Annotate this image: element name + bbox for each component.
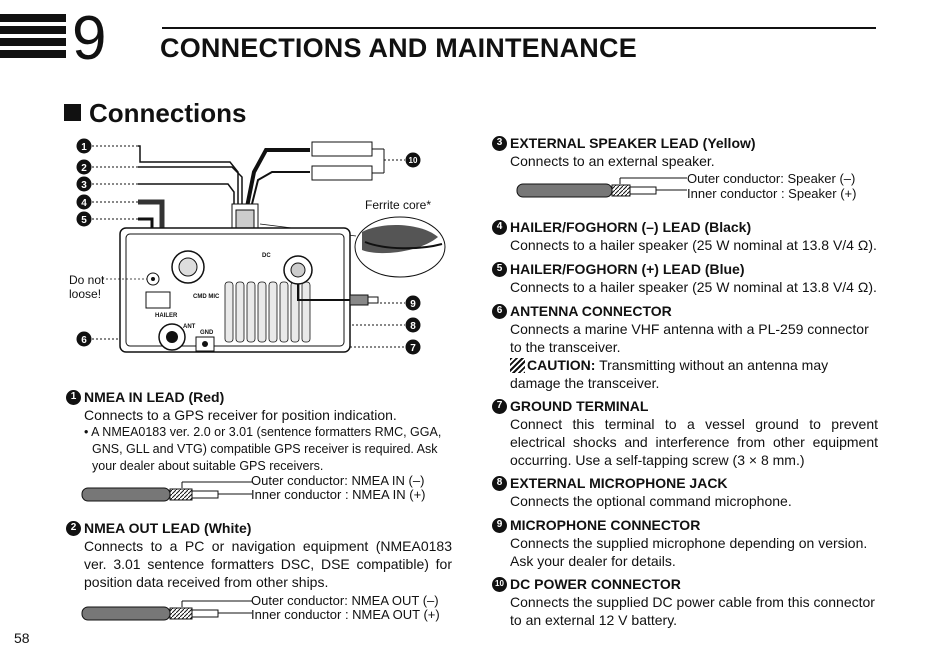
hailer-label: HAILER [155,313,178,319]
do-not-loose-label: Do not loose! [69,273,105,301]
item-title: EXTERNAL MICROPHONE JACK [510,475,728,491]
item-number: 7 [492,399,507,414]
item-number: 5 [492,262,507,277]
item-text: Connects the supplied DC power cable from this connector to an external 12 V battery. [510,594,875,628]
item-title: HAILER/FOGHORN (+) LEAD (Blue) [510,261,745,277]
header-rule [162,27,876,29]
item-number: 6 [492,304,507,319]
item-title: MICROPHONE CONNECTOR [510,517,701,533]
gnd-label: GND [200,330,214,336]
nmea-out-inner-label: Inner conductor : NMEA OUT (+) [251,607,440,622]
item-text: Connects to a GPS receiver for position indication. [84,407,397,423]
ant-label: ANT [183,324,196,330]
svg-text:7: 7 [410,343,416,354]
nmea-in-inner-label: Inner conductor : NMEA IN (+) [251,487,426,502]
item-number: 9 [492,518,507,533]
rear-panel-diagram [60,132,460,382]
item-text: Connects to a hailer speaker (25 W nominal at 13.8 V/4 Ω). [510,279,877,295]
chapter-tab-bar [0,50,66,58]
item-text: Connects to an external speaker. [510,153,715,169]
item-number: 8 [492,476,507,491]
page-number: 58 [14,630,30,646]
item-title: NMEA OUT LEAD (White) [84,520,252,536]
nmea-in-outer-label: Outer conductor: NMEA IN (–) [251,473,425,488]
nmea-in-wire-diagram [80,478,260,508]
caution-label: CAUTION: [527,357,596,373]
svg-text:8: 8 [410,321,416,332]
item-number: 2 [66,521,81,536]
chapter-number: 9 [72,4,107,73]
item-title: NMEA IN LEAD (Red) [84,389,225,405]
item-number: 4 [492,220,507,235]
item-text: Connect this terminal to a vessel ground to prevent electrical shocks and interference from other equipment occurring. Use a self-tapping screw (3 × 8 mm.) [510,416,878,468]
item-number: 10 [492,577,507,592]
nmea-out-wire-diagram [80,597,260,627]
item-dc-power-connector [492,575,878,629]
dc-label: DC [262,253,271,259]
item-nmea-in [66,388,452,475]
item-title: DC POWER CONNECTOR [510,576,681,592]
item-title: GROUND TERMINAL [510,398,649,414]
svg-text:3: 3 [81,180,87,191]
cmd-mic-label: CMD MIC [193,294,220,300]
svg-text:9: 9 [410,299,416,310]
square-bullet-icon [64,104,81,121]
chapter-tab-bar [0,38,66,46]
item-hailer-minus [492,218,878,254]
item-nmea-out [66,519,452,591]
section-title [64,98,246,129]
ferrite-core-label: Ferrite core* [365,198,432,212]
item-ground-terminal [492,397,878,469]
item-number: 1 [66,390,81,405]
item-mic-connector [492,516,878,570]
item-text: Connects the supplied microphone depending on version. Ask your dealer for details. [510,535,868,569]
chapter-title: CONNECTIONS AND MAINTENANCE [160,33,637,63]
chapter-tab-bar [0,26,66,34]
speaker-outer-label: Outer conductor: Speaker (–) [687,171,856,186]
svg-text:4: 4 [81,198,87,209]
item-title: HAILER/FOGHORN (–) LEAD (Black) [510,219,752,235]
item-external-mic-jack [492,474,878,510]
item-bullet: • A NMEA0183 ver. 2.0 or 3.01 (sentence formatters RMC, GGA, GNS, GLL and VTG) compatible GPS receiver is required. Ask your dealer about suitable GPS receivers. [84,425,442,473]
bullet-text: A NMEA0183 ver. 2.0 or 3.01 (sentence formatters RMC, GGA, GNS, GLL and VTG) compatible GPS receiver is required. Ask your dealer about suitable GPS receivers. [91,425,442,473]
item-text: Connects a marine VHF antenna with a PL-259 connector to the transceiver. [510,321,869,355]
section-title-text: Connections [89,98,247,128]
caution-icon [510,358,525,373]
item-hailer-plus [492,260,878,296]
item-number: 3 [492,136,507,151]
item-text: Connects to a hailer speaker (25 W nominal at 13.8 V/4 Ω). [510,237,877,253]
speaker-inner-label: Inner conductor : Speaker (+) [687,186,857,201]
item-text: Connects to a PC or navigation equipment (NMEA0183 ver. 3.01 sentence formatters DSC, DSE compatible) for position data received from other ships. [84,538,452,590]
svg-text:1: 1 [81,142,87,153]
svg-text:6: 6 [81,335,87,346]
svg-text:10: 10 [408,156,418,165]
item-antenna-connector [492,302,878,392]
speaker-wire-diagram [515,174,695,204]
caution-text: Transmitting without an antenna may damage the transceiver. [510,357,829,391]
svg-text:5: 5 [81,215,87,226]
item-text: Connects the optional command microphone. [510,493,792,509]
item-external-speaker [492,134,878,170]
item-title: EXTERNAL SPEAKER LEAD (Yellow) [510,135,756,151]
item-title: ANTENNA CONNECTOR [510,303,672,319]
svg-text:2: 2 [81,163,87,174]
caution-note [492,356,878,392]
nmea-out-outer-label: Outer conductor: NMEA OUT (–) [251,593,439,608]
chapter-tab-bar [0,14,66,22]
